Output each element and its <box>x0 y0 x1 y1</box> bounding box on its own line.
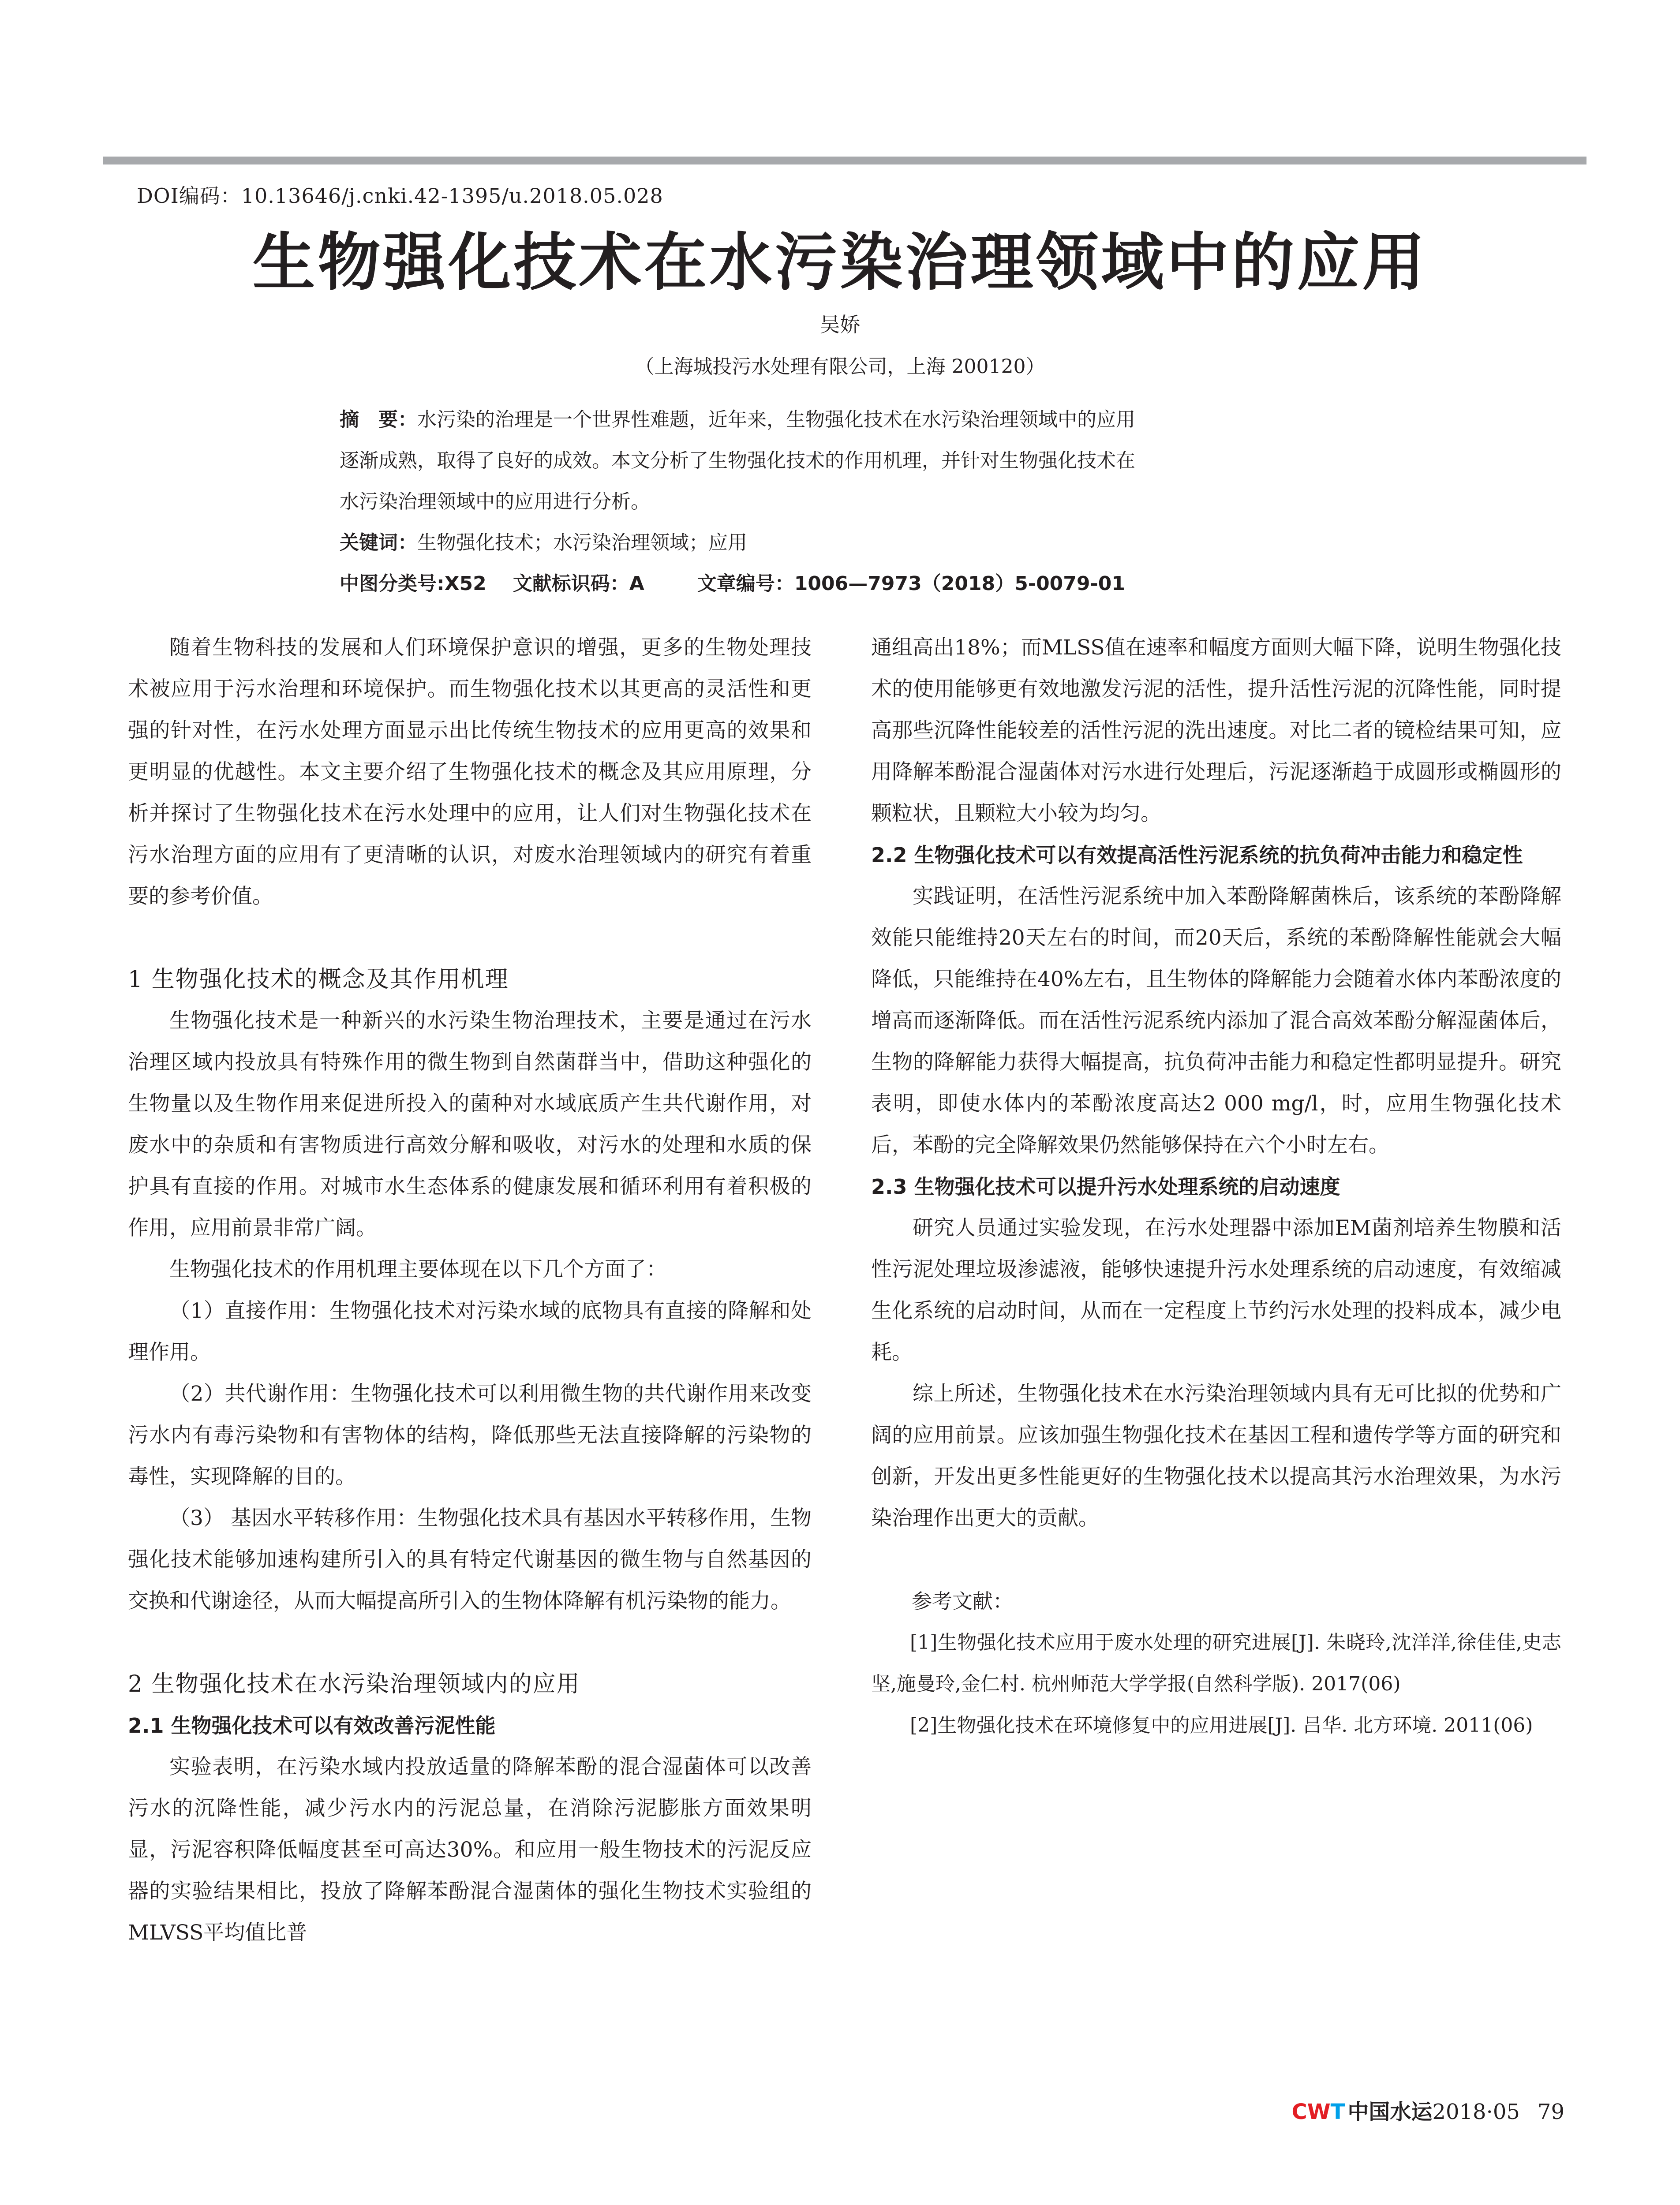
journal-logo: CWT <box>1291 2100 1345 2124</box>
keywords-line <box>340 522 1367 563</box>
header-rule <box>103 157 1586 164</box>
reference-item: [2]生物强化技术在环境修复中的应用进展[J]. 吕华. 北方环境. 2011(06) <box>910 1714 1533 1737</box>
section-2-3-heading: 2.3 生物强化技术可以提升污水处理系统的启动速度 <box>871 1175 1340 1199</box>
doi-line: DOI编码：10.13646/j.cnki.42-1395/u.2018.05.028 <box>137 184 663 208</box>
classification: 中图分类号:X52 <box>340 572 486 595</box>
intro-paragraph: 随着生物科技的发展和人们环境保护意识的增强，更多的生物处理技术被应用于污水治理和环境保护。而生物强化技术以其更高的灵活性和更强的针对性，在污水处理方面显示出比传统生物技术的应用更高的效果和更明显的优越性。本文主要介绍了生物强化技术的概念及其应用原理，分析并探讨了生物强化技术在污水处理中的应用，让人们对生物强化技术在污水治理方面的应用有了更清晰的认识，对废水治理领域内的研究有着重要的参考价值。 <box>128 635 812 908</box>
keywords-label: 关键词： <box>340 531 417 554</box>
abstract-block <box>340 399 1367 604</box>
abstract-text: 水污染的治理是一个世界性难题，近年来，生物强化技术在水污染治理领域中的应用 <box>417 408 1135 431</box>
paragraph: （3） 基因水平转移作用：生物强化技术具有基因水平转移作用，生物强化技术能够加速构建所引入的具有特定代谢基因的微生物与自然基因的交换和代谢途径，从而大幅提高所引入的生物体降解有机污染物的能力。 <box>128 1506 812 1613</box>
issue: 2018·05 <box>1432 2100 1520 2124</box>
abstract-line: 水污染治理领域中的应用进行分析。 <box>340 490 650 513</box>
conclusion-paragraph: 综上所述，生物强化技术在水污染治理领域内具有无可比拟的优势和广阔的应用前景。应该加强生物强化技术在基因工程和遗传学等方面的研究和创新，开发出更多性能更好的生物强化技术以提高其污水治理效果，为水污染治理作出更大的贡献。 <box>871 1382 1561 1530</box>
paragraph-continued: 通组高出18%；而MLSS值在速率和幅度方面则大幅下降，说明生物强化技术的使用能够更有效地激发污泥的活性，提升活性污泥的沉降性能，同时提高那些沉降性能较差的活性污泥的洗出速度。对比二者的镜检结果可知，应用降解苯酚混合湿菌体对污水进行处理后，污泥逐渐趋于成圆形或椭圆形的颗粒状，且颗粒大小较为均匀。 <box>871 635 1561 826</box>
paragraph: 研究人员通过实验发现，在污水处理器中添加EM菌剂培养生物膜和活性污泥处理垃圾渗滤液，能够快速提升污水处理系统的启动速度，有效缩减生化系统的启动时间，从而在一定程度上节约污水处理的投料成本，减少电耗。 <box>871 1216 1561 1364</box>
section-2-heading: 2 生物强化技术在水污染治理领域内的应用 <box>128 1671 580 1697</box>
references-heading: 参考文献： <box>912 1589 1013 1613</box>
reference-item: [1]生物强化技术应用于废水处理的研究进展[J]. 朱晓玲,沈洋洋,徐佳佳,史志坚,施曼玲,金仁村. 杭州师范大学学报(自然科学版). 2017(06) <box>871 1631 1561 1695</box>
right-column <box>871 627 1561 1746</box>
section-2-2-heading: 2.2 生物强化技术可以有效提高活性污泥系统的抗负荷冲击能力和稳定性 <box>871 843 1523 867</box>
abstract-label: 摘 要： <box>340 408 417 431</box>
author: 吴娇 <box>819 313 861 336</box>
document-code: 文献标识码：A <box>513 572 644 595</box>
page-footer <box>1291 2095 1564 2125</box>
keywords: 生物强化技术；水污染治理领域；应用 <box>417 531 747 554</box>
paragraph: 实践证明，在活性污泥系统中加入苯酚降解菌株后，该系统的苯酚降解效能只能维持20天左右的时间，而20天后，系统的苯酚降解性能就会大幅降低，只能维持在40%左右，且生物体的降解能力会随着水体内苯酚浓度的增高而逐渐降低。而在活性污泥系统内添加了混合高效苯酚分解湿菌体后，生物的降解能力获得大幅提高，抗负荷冲击能力和稳定性都明显提升。研究表明，即使水体内的苯酚浓度高达2 000 mg/l，时，应用生物强化技术后，苯酚的完全降解效果仍然能够保持在六个小时左右。 <box>871 884 1561 1157</box>
article-title: 生物强化技术在水污染治理领域中的应用 <box>252 226 1428 299</box>
classification-line <box>340 563 1367 604</box>
journal-name: 中国水运 <box>1347 2100 1433 2124</box>
left-column <box>128 627 812 1954</box>
abstract-line <box>340 399 1367 440</box>
abstract-line: 逐渐成熟，取得了良好的成效。本文分析了生物强化技术的作用机理，并针对生物强化技术在 <box>340 449 1135 472</box>
paragraph: 生物强化技术是一种新兴的水污染生物治理技术，主要是通过在污水治理区域内投放具有特殊作用的微生物到自然菌群当中，借助这种强化的生物量以及生物作用来促进所投入的菌种对水域底质产生共代谢作用，对废水中的杂质和有害物质进行高效分解和吸收，对污水的处理和水质的保护具有直接的作用。对城市水生态体系的健康发展和循环利用有着积极的作用，应用前景非常广阔。 <box>128 1009 812 1240</box>
article-number: 文章编号：1006—7973（2018）5-0079-01 <box>697 572 1126 595</box>
affiliation: （上海城投污水处理有限公司，上海 200120） <box>635 355 1045 378</box>
paragraph: 生物强化技术的作用机理主要体现在以下几个方面了： <box>169 1257 667 1282</box>
page-number: 79 <box>1537 2100 1564 2124</box>
section-1-heading: 1 生物强化技术的概念及其作用机理 <box>128 966 509 993</box>
paragraph: （1）直接作用：生物强化技术对污染水域的底物具有直接的降解和处理作用。 <box>128 1299 812 1364</box>
paragraph: （2）共代谢作用：生物强化技术可以利用微生物的共代谢作用来改变污水内有毒污染物和有害物体的结构，降低那些无法直接降解的污染物的毒性，实现降解的目的。 <box>128 1382 812 1489</box>
paragraph: 实验表明，在污染水域内投放适量的降解苯酚的混合湿菌体可以改善污水的沉降性能，减少污水内的污泥总量，在消除污泥膨胀方面效果明显，污泥容积降低幅度甚至可高达30%。和应用一般生物技术的污泥反应器的实验结果相比，投放了降解苯酚混合湿菌体的强化生物技术实验组的MLVSS平均值比普 <box>128 1755 812 1945</box>
section-2-1-heading: 2.1 生物强化技术可以有效改善污泥性能 <box>128 1714 496 1738</box>
